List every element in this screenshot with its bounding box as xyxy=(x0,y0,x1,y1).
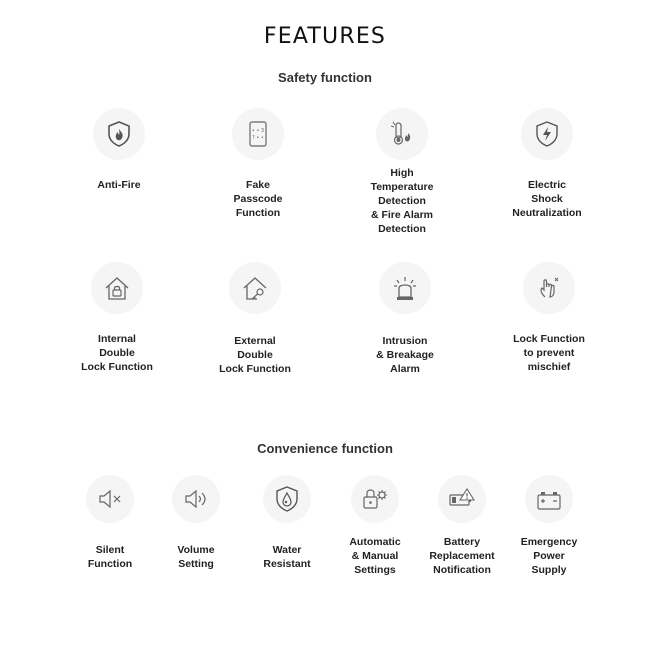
hand-touch-icon xyxy=(523,262,575,314)
feature-mischief-lock xyxy=(494,262,604,374)
feature-fake-passcode xyxy=(203,108,313,220)
feature-anti-fire xyxy=(64,108,174,192)
battery-plus-minus-icon xyxy=(525,475,573,523)
feature-label: Anti-Fire xyxy=(97,179,141,191)
convenience-heading: Convenience function xyxy=(257,441,393,456)
feature-label: Intrusion & Breakage Alarm xyxy=(376,335,434,375)
fake-passcode-icon xyxy=(232,108,284,160)
feature-external-double-lock xyxy=(200,262,310,376)
feature-emergency-power xyxy=(494,475,604,577)
feature-high-temperature xyxy=(347,108,457,236)
feature-label: Automatic & Manual Settings xyxy=(349,536,401,576)
feature-label: Volume Setting xyxy=(177,544,215,570)
feature-label: Fake Passcode Function xyxy=(233,179,283,219)
battery-warning-icon xyxy=(438,475,486,523)
thermometer-fire-icon xyxy=(376,108,428,160)
feature-intrusion-alarm xyxy=(350,262,460,376)
svg-text:? • •: ? • • xyxy=(252,135,264,141)
feature-label: Battery Replacement Notification xyxy=(429,536,495,576)
feature-electric-shock xyxy=(492,108,602,220)
speaker-volume-icon xyxy=(172,475,220,523)
shield-lightning-icon xyxy=(521,108,573,160)
page-title: FEATURES xyxy=(263,24,387,49)
feature-label: Electric Shock Neutralization xyxy=(512,179,582,219)
feature-label: Emergency Power Supply xyxy=(520,536,578,576)
shield-fire-icon xyxy=(93,108,145,160)
feature-internal-double-lock xyxy=(62,262,172,374)
siren-icon xyxy=(379,262,431,314)
lock-gear-icon xyxy=(351,475,399,523)
house-key-icon xyxy=(229,262,281,314)
feature-label: High Temperature Detection & Fire Alarm Detection xyxy=(370,167,434,235)
feature-label: Internal Double Lock Function xyxy=(81,333,153,373)
feature-label: Lock Function to prevent mischief xyxy=(513,333,585,373)
svg-text:• • 3: • • 3 xyxy=(251,128,265,134)
shield-water-icon xyxy=(263,475,311,523)
house-lock-icon xyxy=(91,262,143,314)
safety-heading: Safety function xyxy=(278,70,372,85)
speaker-mute-icon xyxy=(86,475,134,523)
feature-label: Silent Function xyxy=(87,544,133,570)
feature-label: Water Resistant xyxy=(263,544,311,570)
feature-label: External Double Lock Function xyxy=(219,335,291,375)
